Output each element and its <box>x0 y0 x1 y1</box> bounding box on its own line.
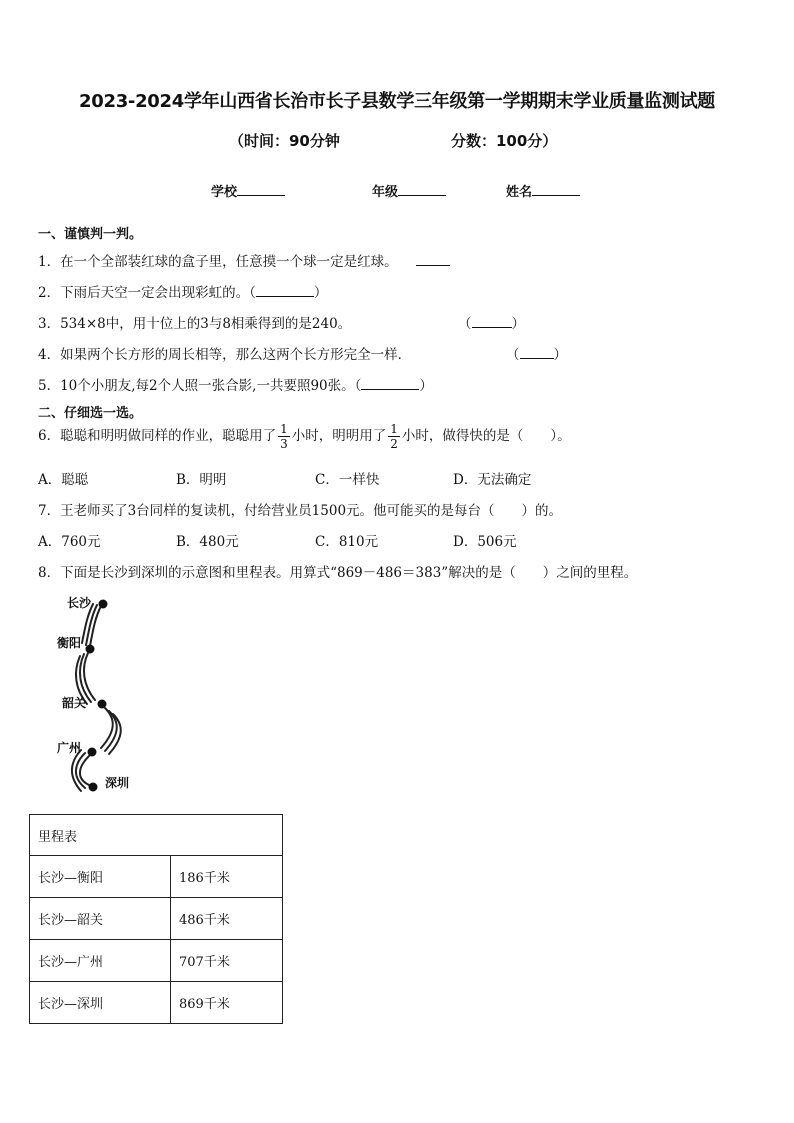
fraction-numerator: 1 <box>280 422 288 436</box>
table-row <box>30 940 283 982</box>
paren-close: ） <box>553 347 567 363</box>
distance-cell: 186千米 <box>171 856 283 898</box>
judge-question-1-text: 1．在一个全部装红球的盒子里，任意摸一个球一定是红球。 <box>38 254 398 270</box>
judge-question-3 <box>38 312 351 332</box>
judge-question-5-close: ） <box>419 378 433 394</box>
judge-answer-2[interactable] <box>256 284 314 297</box>
table-row <box>30 898 283 940</box>
route-cell: 长沙—广州 <box>30 940 171 982</box>
fraction-denominator: 2 <box>390 437 398 451</box>
judge-answer-1[interactable] <box>416 253 450 266</box>
judge-answer-5[interactable] <box>361 377 419 390</box>
choice-question-6 <box>38 422 571 451</box>
station-label-guangzhou: 广州 <box>57 741 82 755</box>
name-label: 姓名 <box>506 185 533 200</box>
fraction-one-third <box>278 422 290 451</box>
q7-option-b[interactable]: B．480元 <box>176 534 239 550</box>
fraction-denominator: 3 <box>280 437 288 451</box>
grade-blank[interactable] <box>398 183 446 196</box>
q7-option-d[interactable]: D．506元 <box>453 534 517 550</box>
mileage-table-header-row <box>30 815 283 856</box>
q6-mid: 小时，明明用了 <box>291 428 387 444</box>
grade-field[interactable] <box>372 181 446 200</box>
fraction-one-half <box>388 422 400 451</box>
choice-question-7: 7．王老师买了3台同样的复读机，付给营业员1500元。他可能买的是每台（ ）的。 <box>38 503 563 519</box>
school-blank[interactable] <box>237 183 285 196</box>
paren-open: （ <box>458 316 472 332</box>
station-dot-shenzhen <box>89 783 98 792</box>
q7-option-a[interactable]: A．760元 <box>38 534 101 550</box>
station-dot-hengyang <box>86 645 95 654</box>
judge-question-5 <box>38 374 433 394</box>
station-label-hengyang: 衡阳 <box>57 636 82 650</box>
judge-question-2-close: ） <box>313 285 328 301</box>
station-label-shenzhen: 深圳 <box>105 776 130 790</box>
name-field[interactable] <box>506 181 580 200</box>
judge-answer-4[interactable] <box>506 343 567 363</box>
route-map <box>55 590 155 802</box>
judge-question-4 <box>38 343 411 363</box>
table-row <box>30 982 283 1024</box>
school-label: 学校 <box>211 185 238 200</box>
mileage-table <box>29 814 283 1024</box>
q6-option-c[interactable]: C．一样快 <box>315 472 380 488</box>
route-cell: 长沙—深圳 <box>30 982 171 1024</box>
section-judge-heading: 一、谨慎判一判。 <box>38 227 143 242</box>
judge-question-4-text: 4．如果两个长方形的周长相等，那么这两个长方形完全一样． <box>38 347 412 363</box>
paren-close: ） <box>511 316 525 332</box>
judge-question-2 <box>38 281 327 301</box>
station-label-shaoguan: 韶关 <box>62 696 87 710</box>
q6-option-d[interactable]: D．无法确定 <box>453 472 532 488</box>
page-title: 2023-2024学年山西省长治市长子县数学三年级第一学期期末学业质量监测试题 <box>79 91 715 112</box>
station-dot-guangzhou <box>88 748 97 757</box>
station-dot-changsha <box>99 600 108 609</box>
q6-post: 小时，做得快的是（ ）。 <box>401 428 571 444</box>
q6-option-b[interactable]: B．明明 <box>176 472 227 488</box>
paren-open: （ <box>506 347 520 363</box>
judge-question-3-text: 3．534×8中，用十位上的3与8相乘得到的是240。 <box>38 316 352 332</box>
judge-answer-3-blank[interactable] <box>472 315 512 328</box>
choice-question-8: 8．下面是长沙到深圳的示意图和里程表。用算式“869－486＝383”解决的是（ ）之间的里程。 <box>38 565 638 581</box>
mileage-table-title: 里程表 <box>30 815 283 856</box>
q6-option-a[interactable]: A．聪聪 <box>38 472 89 488</box>
q6-pre: 6．聪聪和明明做同样的作业，聪聪用了 <box>38 428 277 444</box>
distance-cell: 707千米 <box>171 940 283 982</box>
school-field[interactable] <box>211 181 285 200</box>
distance-cell: 486千米 <box>171 898 283 940</box>
station-label-changsha: 长沙 <box>67 596 92 610</box>
q7-option-c[interactable]: C．810元 <box>315 534 379 550</box>
route-cell: 长沙—衡阳 <box>30 856 171 898</box>
judge-answer-4-blank[interactable] <box>520 346 554 359</box>
distance-cell: 869千米 <box>171 982 283 1024</box>
table-row <box>30 856 283 898</box>
fraction-numerator: 1 <box>390 422 398 436</box>
judge-answer-3[interactable] <box>458 312 525 332</box>
route-cell: 长沙—韶关 <box>30 898 171 940</box>
grade-label: 年级 <box>372 185 399 200</box>
station-dot-shaoguan <box>98 700 107 709</box>
time-label: （时间：90分钟 <box>229 132 340 150</box>
score-label: 分数：100分） <box>451 132 558 150</box>
section-choice-heading: 二、仔细选一选。 <box>38 406 143 421</box>
judge-question-5-text: 5．10个小朋友,每2个人照一张合影,一共要照90张。（ <box>38 378 362 394</box>
judge-question-1 <box>38 250 450 270</box>
judge-question-2-text: 2．下雨后天空一定会出现彩虹的。（ <box>38 285 256 301</box>
name-blank[interactable] <box>532 183 580 196</box>
